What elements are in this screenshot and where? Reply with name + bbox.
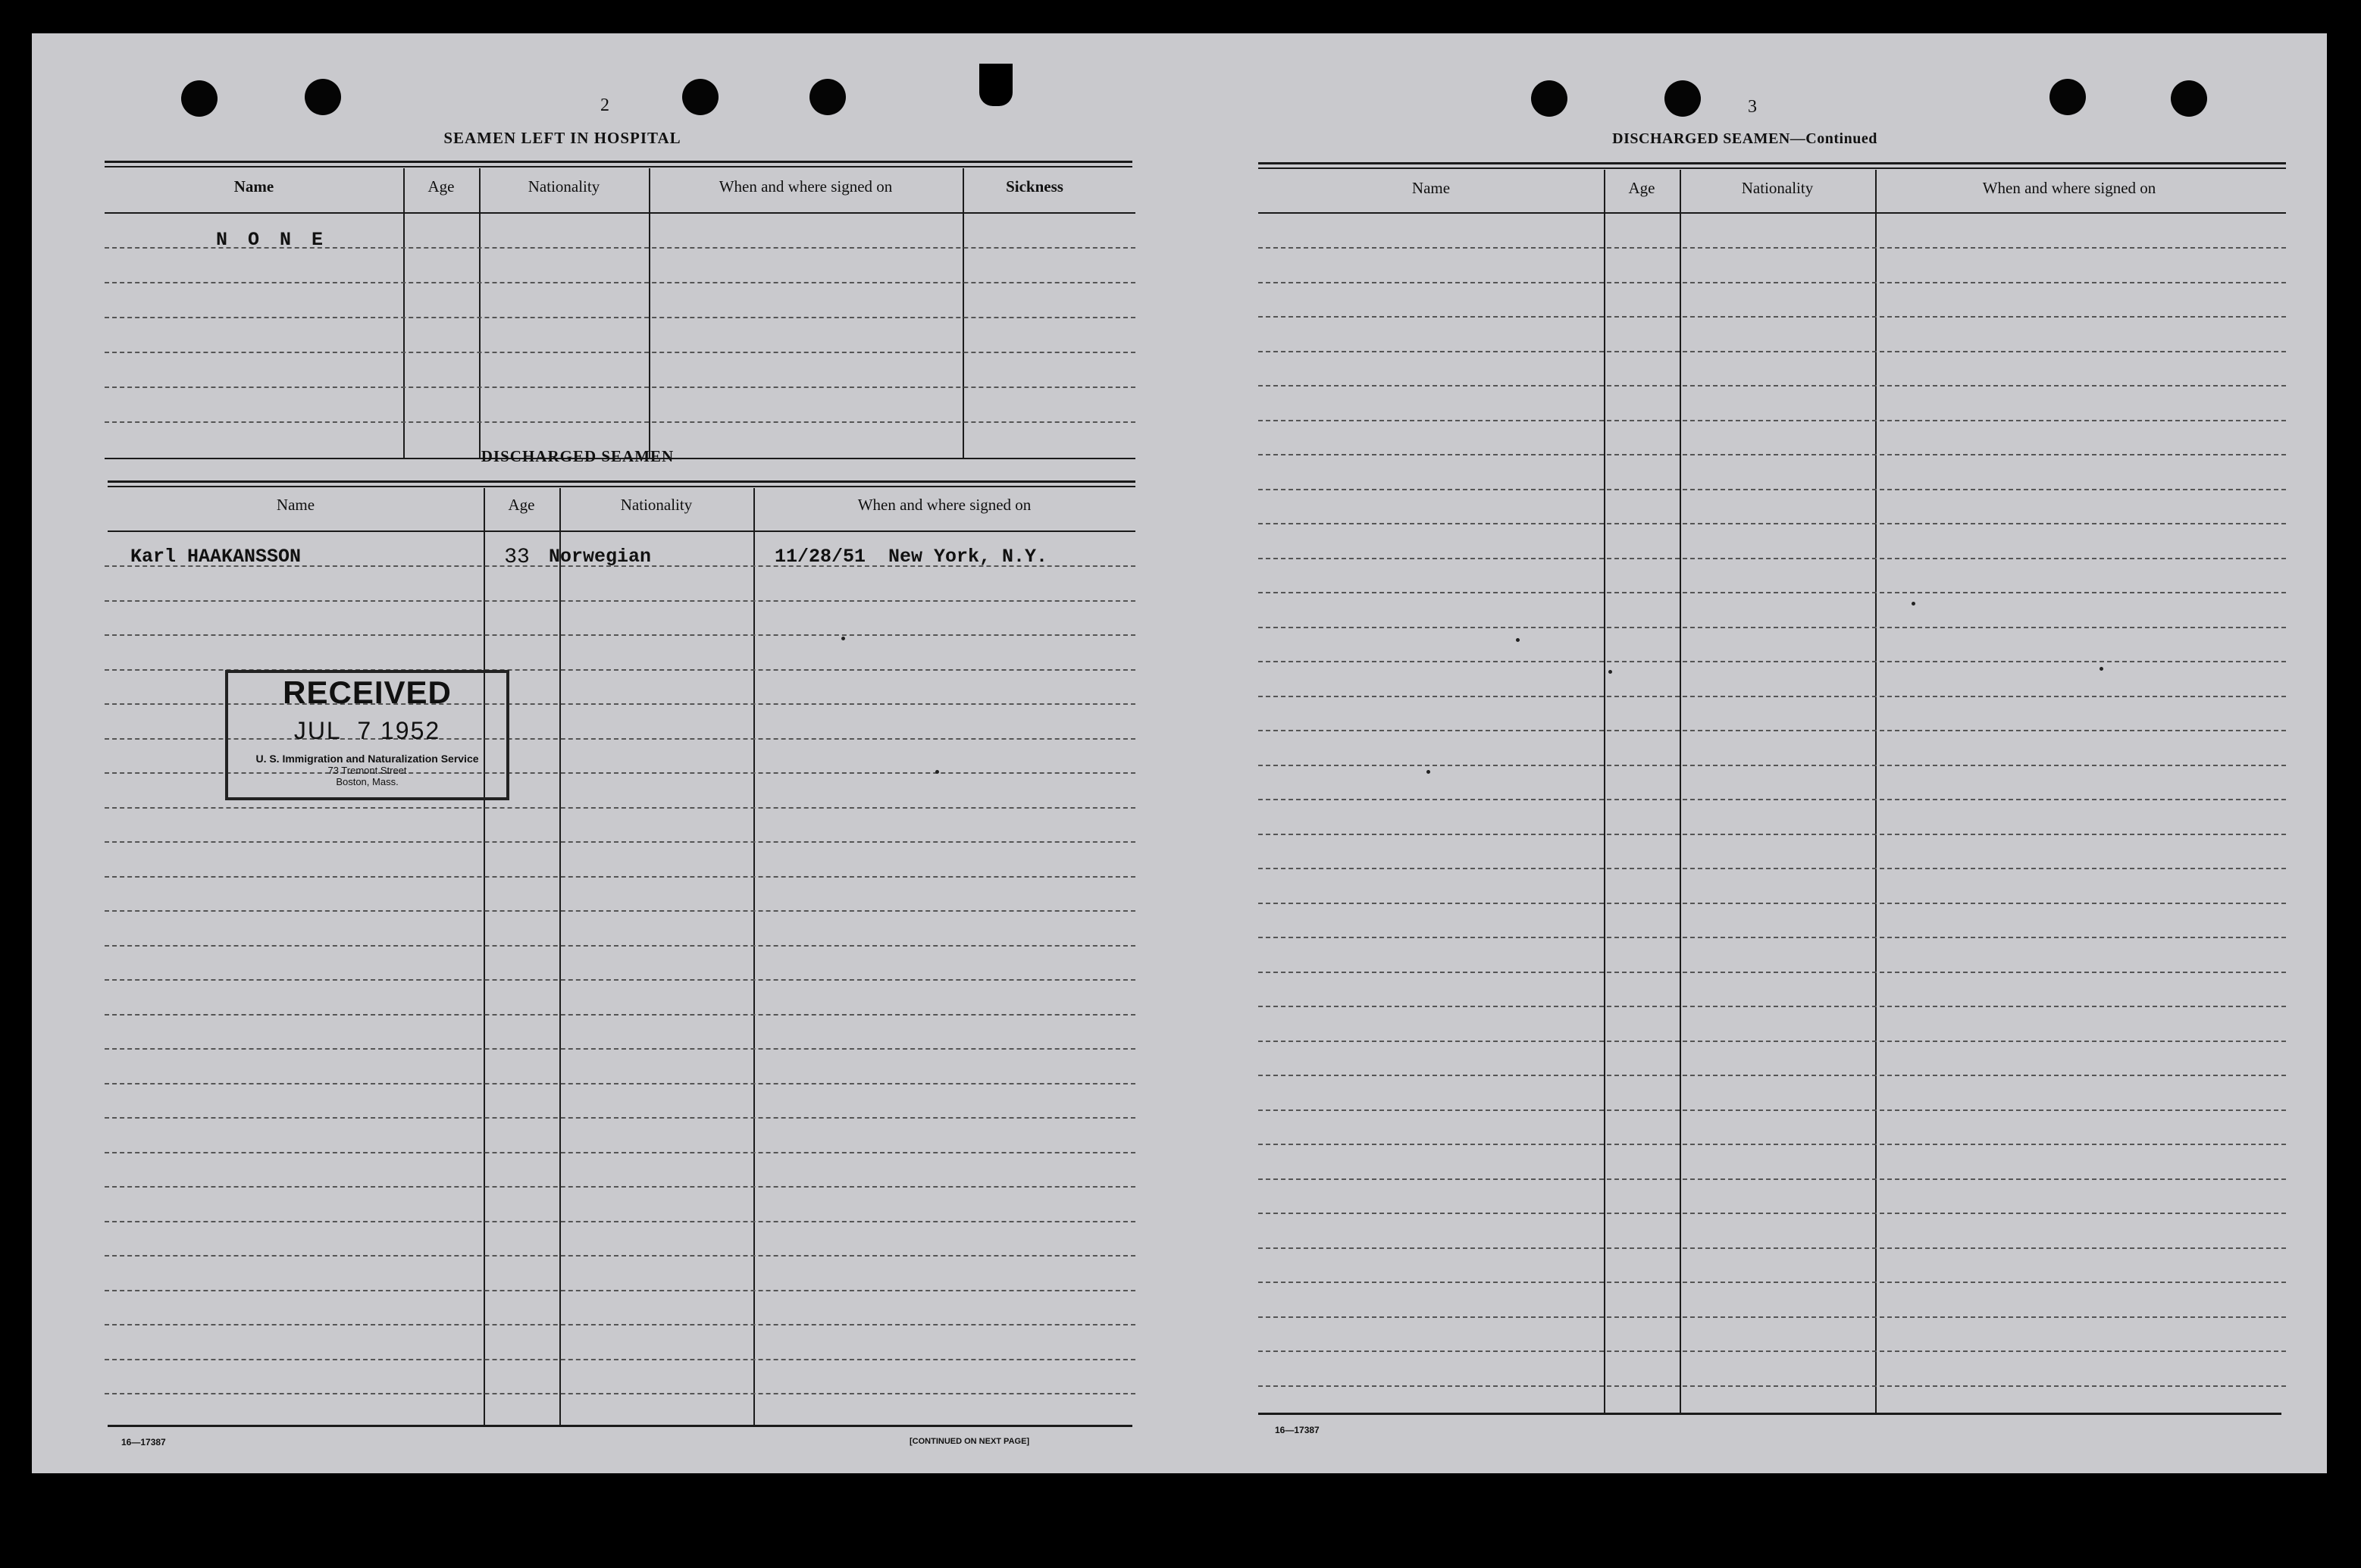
right-header-signed-on: When and where signed on — [1982, 179, 2156, 197]
ruled-line — [1258, 765, 2286, 766]
hospital-header-age: Age — [427, 177, 455, 196]
received-stamp — [225, 670, 509, 800]
ruled-line — [105, 1255, 1135, 1257]
ruled-line — [105, 841, 1135, 843]
hospital-header-nationality: Nationality — [528, 177, 600, 196]
ruled-line — [1258, 903, 2286, 904]
ruled-line — [1258, 1041, 2286, 1042]
page-number-right: 3 — [1748, 97, 1757, 117]
stamp-date: JUL 7 1952 — [293, 717, 441, 744]
ruled-line — [1258, 696, 2286, 697]
stamp-agency: U. S. Immigration and Naturalization Service — [255, 753, 479, 765]
paper-notch — [979, 64, 1013, 106]
ruled-line — [105, 1290, 1135, 1291]
ruled-line — [1258, 1075, 2286, 1076]
paper-speck — [1608, 670, 1612, 674]
seaman-nationality: Norwegian — [549, 546, 652, 568]
discharged-header-name: Name — [276, 496, 315, 514]
ruled-line — [105, 634, 1135, 636]
right-bottom-rule — [1258, 1413, 2281, 1415]
ruled-line — [1258, 592, 2286, 593]
punch-hole — [682, 79, 719, 115]
punch-hole — [1664, 80, 1701, 117]
ruled-line — [105, 876, 1135, 878]
ruled-line — [1258, 1350, 2286, 1352]
ruled-line — [1258, 385, 2286, 387]
punch-hole — [2049, 79, 2086, 115]
stamp-city: Boston, Mass. — [336, 776, 399, 787]
ruled-line — [1258, 420, 2286, 421]
ruled-line — [1258, 834, 2286, 835]
discharged-header-signed-on: When and where signed on — [857, 496, 1032, 514]
ruled-line — [1258, 1282, 2286, 1283]
right-header-nationality: Nationality — [1741, 179, 1814, 197]
ruled-line — [105, 1324, 1135, 1325]
hospital-header-signed-on: When and where signed on — [719, 177, 893, 196]
ruled-line — [1258, 523, 2286, 524]
ruled-line — [105, 1014, 1135, 1016]
page-number-left: 2 — [600, 95, 609, 115]
ruled-line — [105, 910, 1135, 912]
document-sheet — [32, 33, 2327, 1473]
continued-note: [CONTINUED ON NEXT PAGE] — [910, 1437, 1030, 1446]
ruled-line — [1258, 282, 2286, 283]
paper-speck — [935, 770, 939, 774]
ruled-line — [1258, 1144, 2286, 1145]
ruled-line — [105, 600, 1135, 602]
paper-speck — [1912, 602, 1915, 606]
form-number-right: 16—17387 — [1275, 1425, 1320, 1435]
ruled-line — [1258, 972, 2286, 973]
right-header-age: Age — [1628, 179, 1655, 197]
ruled-line — [1258, 1385, 2286, 1387]
discharged-header-nationality: Nationality — [620, 496, 693, 514]
discharged-section-title: DISCHARGED SEAMEN — [481, 447, 675, 465]
punch-hole — [305, 79, 341, 115]
ruled-line — [1258, 1247, 2286, 1249]
hospital-header-sickness: Sickness — [1006, 177, 1063, 196]
form-number-left: 16—17387 — [121, 1437, 166, 1448]
punch-hole — [809, 79, 846, 115]
ruled-line — [1258, 1316, 2286, 1318]
ruled-line — [1258, 1006, 2286, 1007]
ruled-line — [1258, 1213, 2286, 1214]
ruled-line — [1258, 730, 2286, 731]
paper-speck — [1516, 638, 1520, 642]
hospital-top-rule — [105, 161, 1132, 163]
ruled-line — [1258, 1109, 2286, 1111]
hospital-section-title: SEAMEN LEFT IN HOSPITAL — [443, 129, 681, 147]
punch-hole — [2171, 80, 2207, 117]
ruled-line — [105, 1152, 1135, 1153]
ruled-line — [1258, 316, 2286, 318]
ruled-line — [1258, 489, 2286, 490]
seaman-age: 33 — [504, 546, 530, 569]
punch-hole — [1531, 80, 1567, 117]
ruled-line — [1258, 558, 2286, 559]
ruled-line — [105, 1083, 1135, 1084]
paper-speck — [2100, 667, 2103, 671]
ruled-line — [105, 1117, 1135, 1119]
seaman-signed-on: 11/28/51 New York, N.Y. — [775, 546, 1048, 568]
stamp-received: RECEIVED — [283, 674, 452, 710]
ruled-line — [1258, 937, 2286, 938]
ruled-line — [105, 1221, 1135, 1222]
ruled-line — [105, 1048, 1135, 1050]
ruled-line — [105, 1359, 1135, 1360]
ruled-line — [1258, 454, 2286, 455]
ruled-line — [105, 1186, 1135, 1188]
ruled-line — [105, 945, 1135, 947]
paper-speck — [1426, 770, 1430, 774]
ruled-line — [105, 807, 1135, 809]
continued-section-title: DISCHARGED SEAMEN—Continued — [1612, 130, 1877, 147]
right-header-name: Name — [1411, 179, 1451, 197]
hospital-header-name: Name — [233, 177, 274, 196]
ruled-line — [105, 1393, 1135, 1394]
hospital-entry-none: N O N E — [216, 229, 328, 251]
discharged-bottom-rule — [108, 1425, 1132, 1427]
discharged-top-rule — [108, 480, 1135, 483]
punch-hole — [181, 80, 218, 117]
discharged-header-age: Age — [508, 496, 535, 514]
ruled-line — [1258, 351, 2286, 352]
right-top-rule — [1258, 162, 2286, 164]
ruled-line — [105, 979, 1135, 981]
seaman-name: Karl HAAKANSSON — [130, 546, 302, 568]
ruled-line — [1258, 868, 2286, 869]
ruled-line — [1258, 799, 2286, 800]
paper-speck — [841, 637, 845, 640]
stamp-street: 73 Tremont Street — [327, 765, 407, 776]
ruled-line — [1258, 627, 2286, 628]
ruled-line — [1258, 247, 2286, 249]
ruled-line — [1258, 661, 2286, 662]
ruled-line — [1258, 1178, 2286, 1180]
